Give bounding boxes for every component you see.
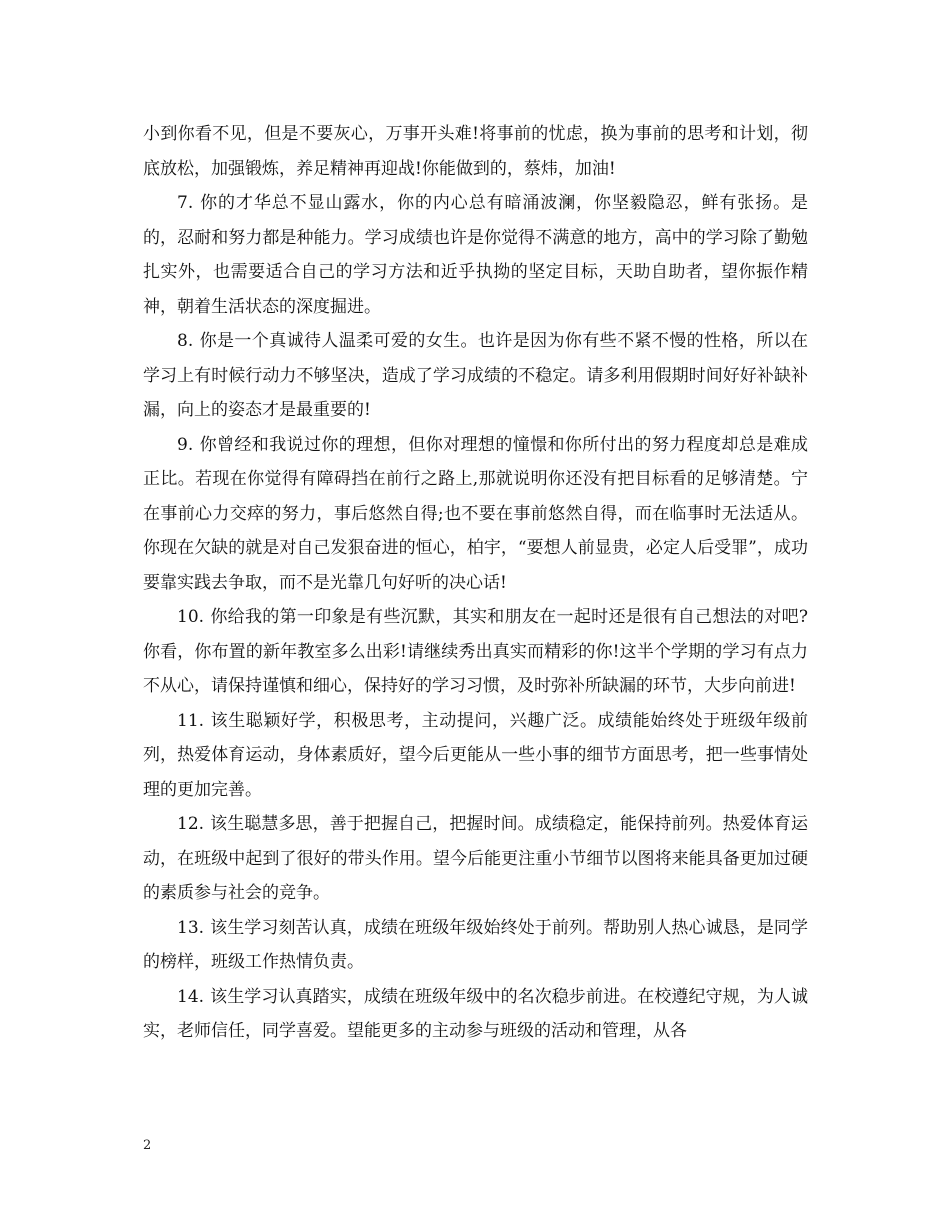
paragraph-text: 你曾经和我说过你的理想，但你对理想的憧憬和你所付出的努力程度却总是难成正比。若现在你觉得有障碍挡在前行之路上,那就说明你还没有把目标看的足够清楚。宁在事前心力交瘁的努力，事后悠然自得;也不要在事前悠然自得，而在临事时无法适从。你现在欠缺的就是对自己发狠奋进的恒心，柏宇，“要想人前显贵，必定人后受罪”，成功要靠实践去争取，而不是光靠几句好听的决心话! — [143, 434, 808, 593]
comment-paragraph-11 — [143, 704, 808, 808]
paragraph-text: 你是一个真诚待人温柔可爱的女生。也许是因为你有些不紧不慢的性格，所以在学习上有时候行动力不够坚决，造成了学习成绩的不稳定。请多利用假期时间好好补缺补漏，向上的姿态才是最重要的! — [143, 331, 808, 420]
paragraph-number: 7. — [177, 193, 194, 213]
paragraph-text: 该生学习刻苦认真，成绩在班级年级始终处于前列。帮助别人热心诚恳，是同学的榜样，班级工作热情负责。 — [143, 917, 808, 972]
comment-paragraph-14 — [143, 980, 808, 1049]
comment-paragraph-9 — [143, 428, 808, 601]
paragraph-text: 该生学习认真踏实，成绩在班级年级中的名次稳步前进。在校遵纪守规，为人诚实，老师信任，同学喜爱。望能更多的主动参与班级的活动和管理，从各 — [143, 986, 808, 1041]
comment-paragraph-7 — [143, 186, 808, 324]
comment-paragraph-8 — [143, 324, 808, 428]
paragraph-number: 13. — [177, 917, 205, 938]
document-body — [143, 117, 808, 1049]
paragraph-number: 12. — [177, 814, 205, 834]
paragraph-text: 小到你看不见，但是不要灰心，万事开头难!将事前的忧虑，换为事前的思考和计划，彻底放松，加强锻炼，养足精神再迎战!你能做到的，蔡炜，加油! — [143, 124, 808, 179]
paragraph-text: 该生聪慧多思，善于把握自己，把握时间。成绩稳定，能保持前列。热爱体育运动，在班级中起到了很好的带头作用。望今后能更注重小节细节以图将来能具备更加过硬的素质参与社会的竞争。 — [143, 814, 808, 903]
paragraph-text: 你的才华总不显山露水，你的内心总有暗涌波澜，你坚毅隐忍，鲜有张扬。是的，忍耐和努力都是种能力。学习成绩也许是你觉得不满意的地方，高中的学习除了勤勉扎实外，也需要适合自己的学习方法和近乎执拗的坚定目标，天助自助者，望你振作精神，朝着生活状态的深度掘进。 — [143, 193, 808, 317]
paragraph-continuation — [143, 117, 808, 186]
paragraph-number: 14. — [177, 986, 205, 1007]
comment-paragraph-10 — [143, 600, 808, 704]
comment-paragraph-12 — [143, 807, 808, 911]
paragraph-number: 11. — [177, 710, 205, 731]
paragraph-text: 该生聪颖好学，积极思考，主动提问，兴趣广泛。成绩能始终处于班级年级前列，热爱体育运动，身体素质好，望今后更能从一些小事的细节方面思考，把一些事情处理的更加完善。 — [143, 710, 808, 800]
page-number: 2 — [143, 1138, 152, 1153]
paragraph-number: 8. — [177, 331, 194, 351]
paragraph-number: 10. — [177, 607, 205, 627]
comment-paragraph-13 — [143, 911, 808, 980]
paragraph-number: 9. — [177, 434, 194, 455]
paragraph-text: 你给我的第一印象是有些沉默，其实和朋友在一起时还是很有自己想法的对吧?你看，你布置的新年教室多么出彩!请继续秀出真实而精彩的你!这半个学期的学习有点力不从心，请保持谨慎和细心，保持好的学习习惯，及时弥补所缺漏的环节，大步向前进! — [143, 607, 808, 696]
